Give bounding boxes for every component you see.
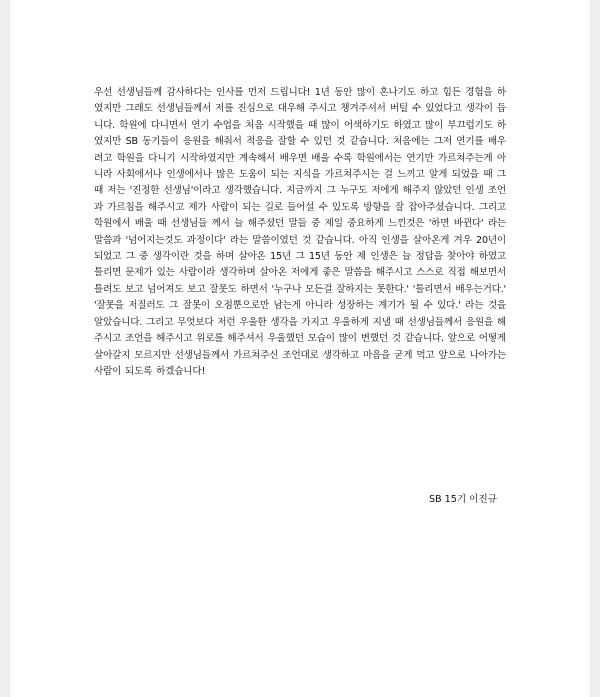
letter-body: 우선 선생님들께 감사하다는 인사를 먼저 드립니다! 1년 동안 많이 혼나기도 하고 힘든 경험을 하였지만 그래도 선생님들께서 저를 진심으로 대우해 주시고 챙겨주셔서 버틸 수 있었다고 생각이 듭니다. 학원에 다니면서 연기 수업을 처음 시작했을 때 많이 어색하기도 하였고 많이 부끄럽기도 하였지만 SB 동기들이 응원을 해줘서 적응을 잘할 수 있던 것 같습니다. 처음에는 그저 연기를 배우려고 학원을 다니기 시작하였지만 계속해서 배우면 배울 수록 학원에서는 연기만 가르쳐주는게 아니라 사회에서나 인생에서나 많은 도움이 되는 지식을 가르쳐주시는 걸 느끼고 알게 되었을 때 그때 저는 '진정한 선생님'이라고 생각했습니다. 지금까지 그 누구도 저에게 해주지 않았던 인생 조언과 가르침을 해주시고 제가 사람이 되는 길로 들어설 수 있도록 방향을 잘 잡아주셨습니다. 그리고 학원에서 배울 때 선생님들 께서 늘 해주셨던 말들 중 제일 중요하게 느낀것은 '하면 바뀐다' 라는 말씀과 '넘어지는것도 과정이다' 라는 말씀이였던 것 같습니다. 아직 인생을 살아온게 겨우 20년이 되었고 그 중 생각이란 것을 하며 살아온 15년 그 15년 동안 제 인생은 늘 정답을 찾아야 하였고 틀리면 문제가 있는 사람이라 생각하며 살아온 저에게 좋은 말씀을 해주시고 스스로 직접 해보면서 틀려도 보고 넘어져도 보고 잘못도 하면서 '누구나 모든걸 잘하지는 못한다.' '틀리면서 배우는거다.' '잘못을 저질러도 그 잘못이 오점뿐으로만 남는게 아니라 성장하는 계기가 될 수 있다.' 라는 것을 알았습니다. 그리고 무엇보다 저런 우울한 생각을 가지고 우울하게 지낼 때 선생님들께서 응원을 해주시고 조언을 해주시고 위로를 해주셔서 우울했던 모습이 많이 변했던 것 같습니다. 앞으로 어떻게 살아갈지 모르지만 선생님들께서 가르쳐주신 조언대로 생각하고 마음을 굳게 먹고 앞으로 나아가는 사람이 되도록 하겠습니다!: [94, 87, 506, 377]
signature: SB 15기 이진규: [428, 494, 497, 505]
document-page: [10, 0, 590, 697]
page-edge-left: [0, 0, 10, 697]
page-edge-right: [590, 0, 600, 697]
